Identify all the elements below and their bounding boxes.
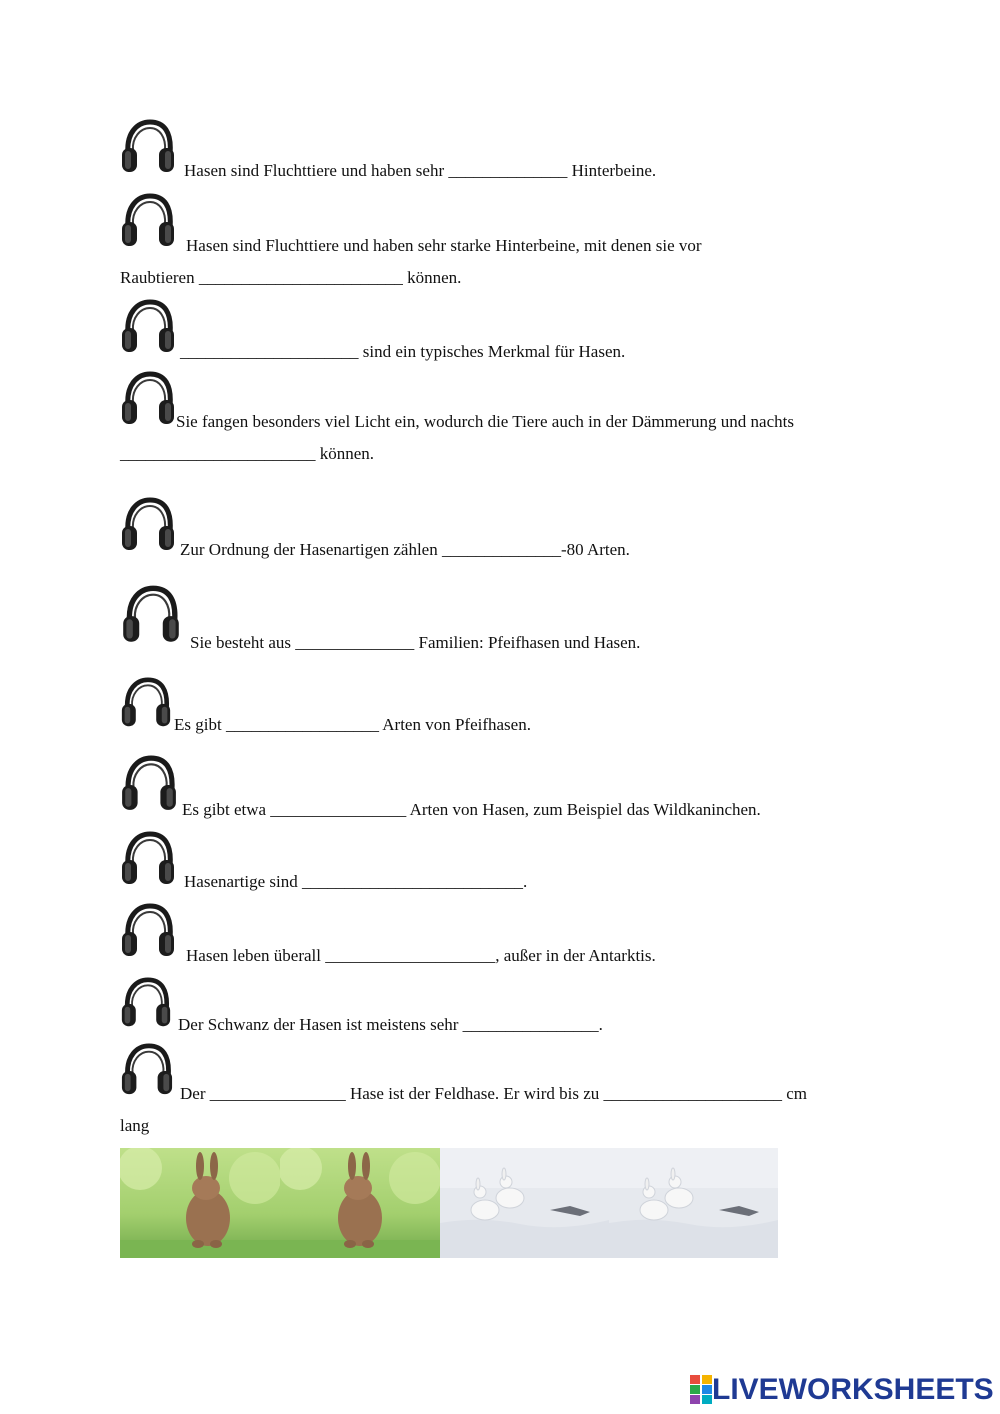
headphones-icon[interactable] [120, 298, 176, 356]
headphones-icon[interactable] [120, 496, 176, 554]
liveworksheets-logo[interactable] [690, 1374, 994, 1406]
image-row [120, 1148, 778, 1258]
sentence-10: Hasen leben überall ____________________, außer in der Antarktis. [186, 946, 656, 965]
logo-blocks-icon [690, 1375, 712, 1405]
brown-rabbit-image [280, 1148, 440, 1258]
sentence-7: Es gibt __________________ Arten von Pfeifhasen. [174, 715, 531, 734]
headphones-icon[interactable] [120, 370, 176, 428]
headphones-icon[interactable] [120, 902, 176, 960]
sentence-9: Hasenartige sind __________________________. [184, 872, 528, 891]
sentence-5: Zur Ordnung der Hasenartigen zählen ______________-80 Arten. [180, 540, 630, 559]
headphones-icon[interactable] [120, 192, 176, 250]
sentence-1: Hasen sind Fluchttiere und haben sehr ______________ Hinterbeine. [184, 161, 657, 180]
headphones-icon[interactable] [120, 754, 178, 814]
sentence-11: Der Schwanz der Hasen ist meistens sehr ________________. [178, 1015, 603, 1034]
headphones-icon[interactable] [120, 584, 182, 646]
headphones-icon[interactable] [120, 1042, 174, 1098]
sentence-2: Hasen sind Fluchttiere und haben sehr starke Hinterbeine, mit denen sie vor [186, 236, 702, 255]
brown-rabbit-image [120, 1148, 280, 1258]
headphones-icon[interactable] [120, 676, 172, 730]
sentence-4: Sie fangen besonders viel Licht ein, wodurch die Tiere auch in der Dämmerung und nachts [176, 412, 794, 431]
headphones-icon[interactable] [120, 830, 176, 888]
headphones-icon[interactable] [120, 976, 172, 1030]
sentence-3: _____________________ sind ein typisches Merkmal für Hasen. [180, 342, 626, 361]
white-hares-snow-image [609, 1148, 778, 1258]
sentence-2-continued: Raubtieren ________________________ können. [120, 268, 462, 287]
sentence-12: Der ________________ Hase ist der Feldhase. Er wird bis zu _____________________ cm [180, 1084, 808, 1103]
logo-text: LIVEWORKSHEETS [712, 1373, 994, 1406]
sentence-4-continued: _______________________ können. [120, 444, 375, 463]
sentence-12-continued: lang [120, 1116, 150, 1135]
white-hares-snow-image [440, 1148, 609, 1258]
sentence-8: Es gibt etwa ________________ Arten von Hasen, zum Beispiel das Wildkaninchen. [182, 800, 761, 819]
sentence-6: Sie besteht aus ______________ Familien: Pfeifhasen und Hasen. [190, 633, 641, 652]
headphones-icon[interactable] [120, 118, 176, 176]
